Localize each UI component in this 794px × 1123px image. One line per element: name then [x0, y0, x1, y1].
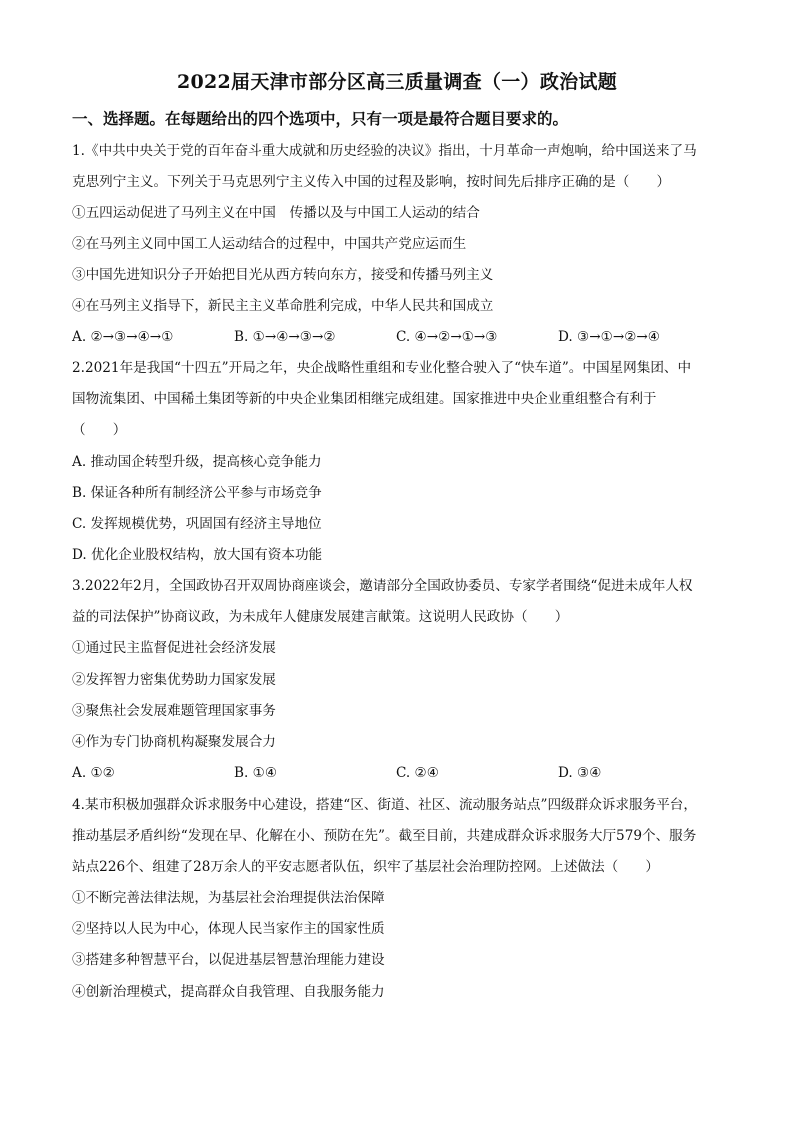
q2-option-d[interactable]: D. 优化企业股权结构，放大国有资本功能 — [72, 547, 323, 563]
page-title: 2022届天津市部分区高三质量调查（一）政治试题 — [176, 71, 618, 93]
section-heading: 一、选择题。在每题给出的四个选项中，只有一项是最符合题目要求的。 — [72, 109, 569, 128]
q3-option-b[interactable]: B. ①④ — [234, 765, 278, 781]
q1-stem-line1: 1.《中共中央关于党的百年奋斗重大成就和历史经验的决议》指出，十月革命一声炮响，给中国送来了马 — [72, 143, 697, 159]
q2-option-a[interactable]: A. 推动国企转型升级，提高核心竞争能力 — [72, 454, 322, 470]
q4-stem-line2: 推动基层矛盾纠纷“发现在早、化解在小、预防在先”。截至目前，共建成群众诉求服务大厅579个、服务 — [72, 828, 697, 844]
q1-option-a[interactable]: A. ②→③→④→① — [72, 329, 174, 345]
q3-item-1: ①通过民主监督促进社会经济发展 — [72, 640, 276, 656]
q2-stem-line1: 2.2021年是我国“十四五”开局之年，央企战略性重组和专业化整合驶入了“快车道”。中国星网集团、中 — [72, 360, 692, 376]
q3-option-a[interactable]: A. ①② — [72, 765, 115, 781]
q1-item-2: ②在马列主义同中国工人运动结合的过程中，中国共产党应运而生 — [72, 236, 467, 252]
q4-stem-line1: 4.某市积极加强群众诉求服务中心建设，搭建“区、街道、社区、流动服务站点”四级群众诉求服务平台， — [72, 797, 697, 813]
q3-stem-line1: 3.2022年2月，全国政协召开双周协商座谈会，邀请部分全国政协委员、专家学者围绕“促进未成年人权 — [72, 578, 693, 594]
q1-stem-line2: 克思列宁主义。下列关于马克思列宁主义传入中国的过程及影响，按时间先后排序正确的是（ ） — [72, 174, 671, 190]
q3-option-d[interactable]: D. ③④ — [558, 765, 602, 781]
q2-stem-line2: 国物流集团、中国稀土集团等新的中央企业集团相继完成组建。国家推进中央企业重组整合有利于 — [72, 391, 657, 407]
q2-option-c[interactable]: C. 发挥规模优势，巩固国有经济主导地位 — [72, 516, 322, 532]
q1-option-b[interactable]: B. ①→④→③→② — [234, 329, 336, 345]
q4-item-1: ①不断完善法律法规，为基层社会治理提供法治保障 — [72, 890, 385, 906]
q1-item-3: ③中国先进知识分子开始把目光从西方转向东方，接受和传播马列主义 — [72, 267, 494, 283]
q1-option-c[interactable]: C. ④→②→①→③ — [396, 329, 498, 345]
q3-stem-line2: 益的司法保护”协商议政，为未成年人健康发展建言献策。这说明人民政协（ ） — [72, 609, 569, 625]
q2-stem-line3: （ ） — [72, 422, 127, 438]
q3-item-3: ③聚焦社会发展难题管理国家事务 — [72, 703, 276, 719]
q2-option-b[interactable]: B. 保证各种所有制经济公平参与市场竞争 — [72, 485, 322, 501]
q4-item-2: ②坚持以人民为中心，体现人民当家作主的国家性质 — [72, 921, 385, 937]
q3-item-2: ②发挥智力密集优势助力国家发展 — [72, 672, 276, 688]
q1-item-4: ④在马列主义指导下，新民主主义革命胜利完成，中华人民共和国成立 — [72, 298, 494, 314]
q3-option-c[interactable]: C. ②④ — [396, 765, 439, 781]
q1-item-1: ①五四运动促进了马列主义在中国 传播以及与中国工人运动的结合 — [72, 205, 480, 221]
q3-item-4: ④作为专门协商机构凝聚发展合力 — [72, 734, 276, 750]
q4-item-3: ③搭建多种智慧平台，以促进基层智慧治理能力建设 — [72, 952, 385, 968]
q1-option-d[interactable]: D. ③→①→②→④ — [558, 329, 660, 345]
q4-stem-line3: 站点226个、组建了28万余人的平安志愿者队伍，织牢了基层社会治理防控网。上述做法（ ） — [72, 859, 659, 875]
q4-item-4: ④创新治理模式，提高群众自我管理、自我服务能力 — [72, 984, 385, 1000]
